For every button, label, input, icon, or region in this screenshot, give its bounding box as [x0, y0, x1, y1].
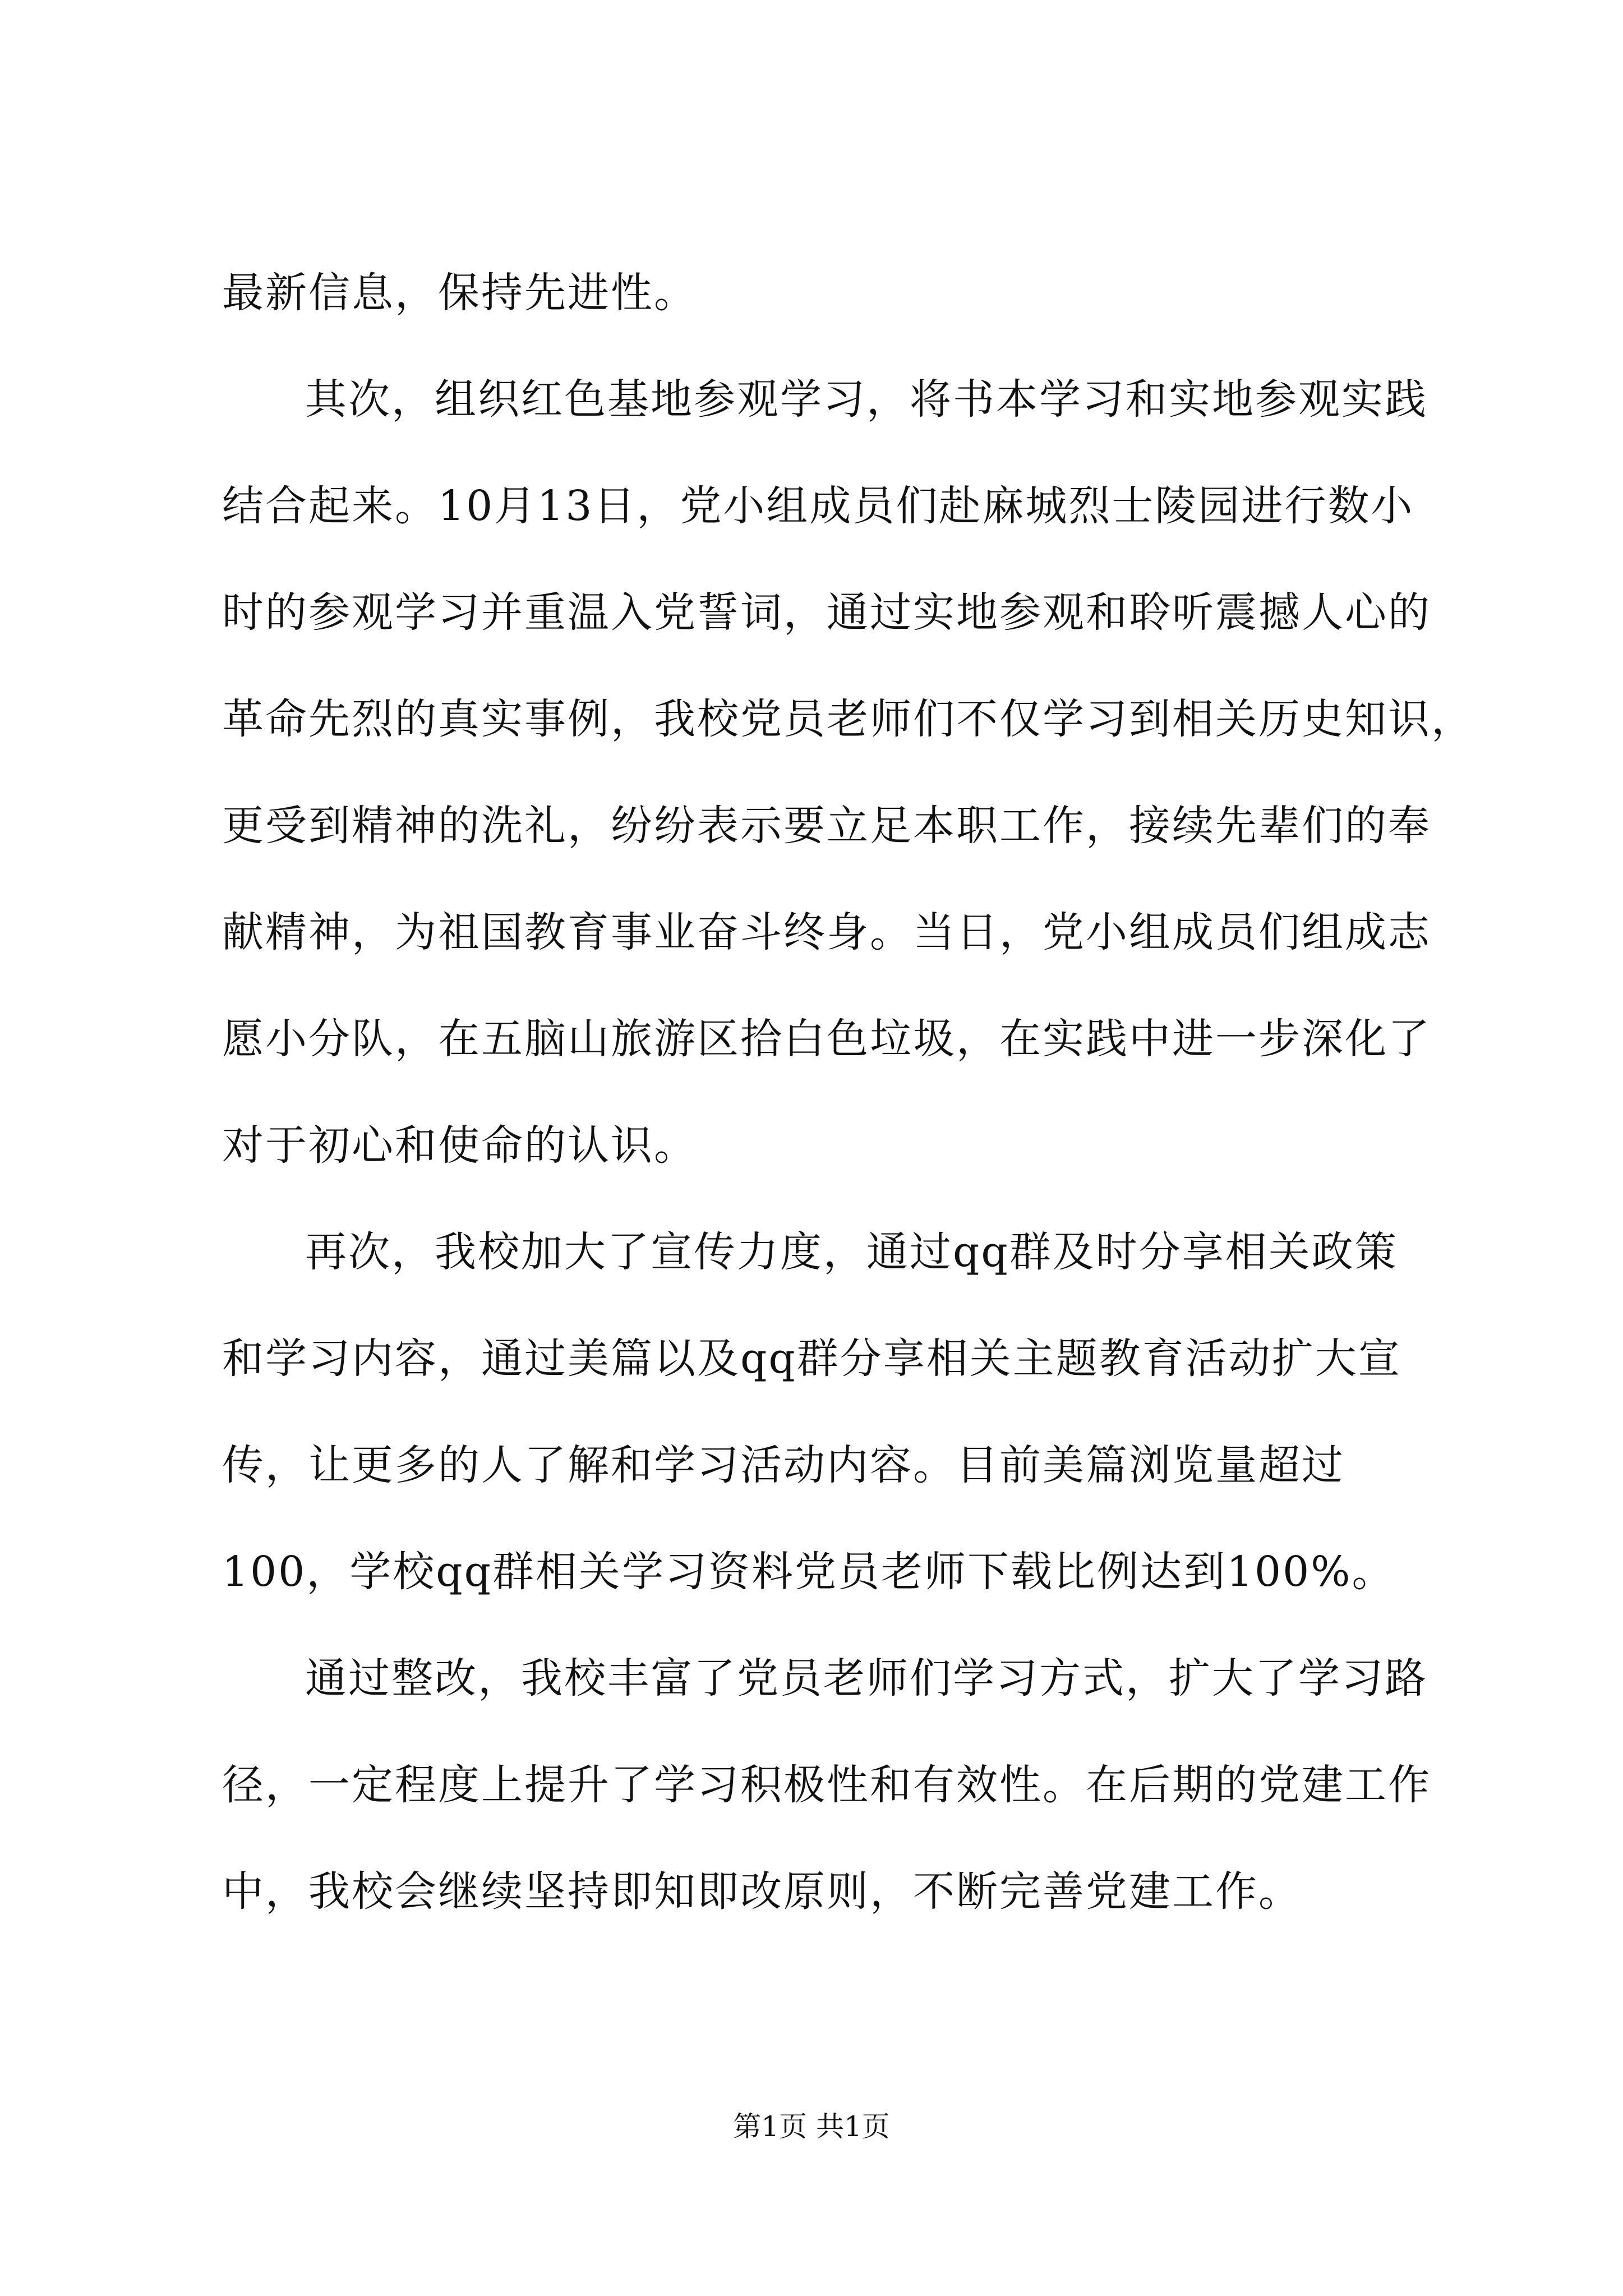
text-line: 传，让更多的人了解和学习活动内容。目前美篇浏览量超过: [222, 1441, 1345, 1489]
document-body: [222, 259, 1474, 1964]
text-line: 结合起来。10月13日，党小组成员们赴麻城烈士陵园进行数小: [222, 482, 1414, 530]
paragraph-first-line: 通过整改，我校丰富了党员老师们学习方式，扩大了学习路: [305, 1654, 1428, 1703]
text-line: 中，我校会继续坚持即知即改原则，不断完善党建工作。: [222, 1867, 1302, 1916]
text-line: 径，一定程度上提升了学习积极性和有效性。在后期的党建工作: [222, 1761, 1431, 1809]
page-number-footer: 第1页 共1页: [733, 2110, 890, 2143]
text-line: 更受到精神的洗礼，纷纷表示要立足本职工作，接续先辈们的奉: [222, 802, 1431, 850]
text-line: 最新信息，保持先进性。: [222, 269, 697, 317]
text-line: 革命先烈的真实事例，我校党员老师们不仅学习到相关历史知识，: [222, 695, 1474, 743]
paragraph-first-line: 其次，组织红色基地参观学习，将书本学习和实地参观实践: [305, 375, 1428, 424]
text-line: 愿小分队，在五脑山旅游区拾白色垃圾，在实践中进一步深化了: [222, 1015, 1431, 1063]
text-line: 100，学校qq群相关学习资料党员老师下载比例达到100%。: [222, 1548, 1395, 1596]
text-line: 和学习内容，通过美篇以及qq群分享相关主题教育活动扩大宣: [222, 1335, 1401, 1383]
text-line: 献精神，为祖国教育事业奋斗终身。当日，党小组成员们组成志: [222, 908, 1431, 956]
paragraph-first-line: 再次，我校加大了宣传力度，通过qq群及时分享相关政策: [305, 1228, 1398, 1276]
text-line: 时的参观学习并重温入党誓词，通过实地参观和聆听震撼人心的: [222, 588, 1431, 637]
text-line: 对于初心和使命的认识。: [222, 1121, 697, 1170]
